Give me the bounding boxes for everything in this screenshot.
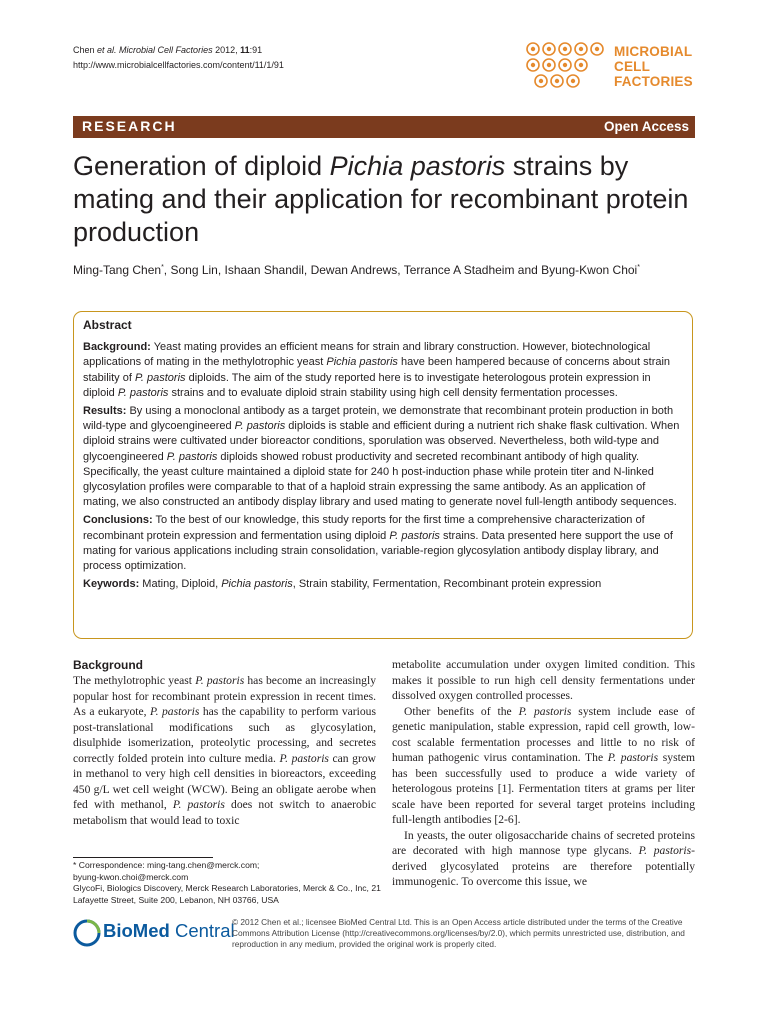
abstract-keywords	[83, 577, 681, 592]
abstract-background-label: Background:	[83, 341, 151, 354]
body-text: system include ease of genetic manipulation, stable expression, rapid cell growth, low-cost scalable fermentation processes and little to no risk of human pathogenic virus contamination. The	[392, 704, 696, 764]
correspondence-email[interactable]: * Correspondence: ming-tang.chen@merck.com;	[73, 860, 260, 870]
publisher-name-rest: Central	[169, 920, 235, 941]
biomed-central-icon	[73, 919, 101, 947]
species-name: P. pastoris	[117, 386, 169, 399]
citation-author: Chen	[73, 45, 98, 55]
biomed-central-logo	[73, 918, 235, 950]
body-paragraph	[392, 704, 695, 828]
abstract-text: strains. Data presented here support the use of mating for various applications including strain consolidation, variable-region glycosylation antibody display library, and process optimization.	[83, 529, 673, 573]
article-type: RESEARCH	[82, 118, 177, 134]
journal-logo-icon	[524, 40, 612, 96]
abstract-heading: Abstract	[83, 318, 132, 332]
corresponding-mark: *	[161, 264, 164, 271]
citation-year: 2012,	[212, 45, 241, 55]
body-text: can grow in methanol to very high cell densities in bioreactors, exceeding 450 g/L wet cell weight (WCW). Being an obligate aerobe when fed with methanol,	[73, 751, 376, 811]
abstract-text: diploids is stable and efficient during a nutrient rich shake flask cultivation. When diploid strains were cultivated under bioreactor conditions, sporulation was observed. Nevertheless, both wild-type and glycoengineered	[83, 420, 680, 463]
citation-journal: et al. Microbial Cell Factories	[97, 45, 213, 55]
body-text: has become an increasingly popular host for recombinant protein expression in recent times. As a eukaryote,	[73, 674, 376, 718]
abstract-content	[83, 318, 681, 595]
body-text: has the capability to perform various post-translational modifications such as glycosylation, disulphide isomerization, proteolytic processing, and secretes correctly folded protein into culture media.	[73, 705, 376, 765]
species-name: P. pastoris	[134, 371, 186, 384]
affiliation: GlycoFi, Biologics Discovery, Merck Research Laboratories, Merck & Co., Inc, 21 Lafayette Street, Suite 200, Lebanon, NH 03766, USA	[73, 883, 381, 905]
author-first[interactable]: Ming-Tang Chen	[73, 263, 162, 277]
species-name: P. pastoris	[518, 704, 572, 718]
citation-line	[73, 43, 284, 58]
article-title	[73, 150, 695, 249]
body-text: -derived glycosylated proteins are therefore potentially immunogenic. To overcome this issue, we	[392, 844, 695, 888]
body-paragraph	[392, 828, 695, 890]
species-name: P. pastoris	[195, 674, 245, 687]
license-text: © 2012 Chen et al.; licensee BioMed Central Ltd. This is an Open Access article distributed under the terms of the Creative Commons Attribution License (http://creativecommons.org/licenses/by/2.0), which permits unrestricted use, distribution, and reproduction in any medium, provided the original work is properly cited.	[232, 917, 685, 949]
author-list	[73, 263, 695, 277]
abstract-conclusions-label: Conclusions:	[83, 514, 153, 527]
species-name: P. pastoris	[638, 844, 692, 857]
publisher-name-bold: BioMed	[103, 920, 170, 941]
abstract-text: have been hampered because of concerns about strain stability of	[83, 356, 671, 384]
keywords-label: Keywords:	[83, 578, 140, 591]
title-part1: Generation of diploid	[73, 151, 330, 181]
section-banner	[73, 116, 695, 138]
journal-name	[614, 44, 704, 89]
section-heading-background: Background	[73, 658, 144, 672]
species-name: Pichia pastoris	[221, 578, 293, 591]
abstract-text: diploids showed robust productivity and secreted recombinant antibody of high quality. Specifically, the yeast culture maintained a diploid state for 240 h post-induction phase while protein titer and N-linked glycosylation profiles were comparable to that of a haploid strain expressing the same antibody. As an application of mating, we also constructed an antibody display library and used mating to generate novel full-length antibody sequences.	[83, 450, 677, 509]
abstract-text: strains and to evaluate diploid strain stability using high cell density fermentation processes.	[168, 386, 618, 399]
abstract-conclusions	[83, 513, 681, 574]
species-name: P. pastoris	[150, 705, 200, 718]
corresponding-mark: *	[637, 264, 640, 271]
abstract-results	[83, 404, 681, 510]
species-name: P. pastoris	[234, 420, 286, 433]
journal-name-line2: FACTORIES	[614, 74, 693, 89]
body-text: Other benefits of the	[404, 704, 519, 718]
body-text: does not switch to anaerobic metabolism that would lead to toxic	[73, 798, 376, 827]
journal-name-line1: MICROBIAL CELL	[614, 44, 693, 74]
abstract-box	[73, 311, 693, 639]
footnote-divider	[73, 857, 213, 858]
article-url[interactable]: http://www.microbialcellfactories.com/content/11/1/91	[73, 60, 284, 70]
title-species: Pichia pastoris	[329, 151, 506, 181]
body-paragraph: metabolite accumulation under oxygen limited condition. This makes it possible to run high cell density fermentations under dissolved oxygen controlled processes.	[392, 658, 695, 702]
species-name: P. pastoris	[166, 450, 218, 463]
publisher-name	[103, 920, 235, 942]
species-name: P. pastoris	[279, 751, 329, 765]
abstract-text: diploids. The aim of the study reported here is to investigate heterologous protein expression in diploid	[83, 371, 651, 399]
keywords-text: , Strain stability, Fermentation, Recombinant protein expression	[292, 578, 602, 591]
correspondence-footnote	[73, 860, 383, 906]
title-part2: strains by mating and their application for recombinant protein production	[73, 151, 689, 247]
abstract-text: Yeast mating provides an efficient means for strain and library construction. However, biotechnological applications of mating in the methylotrophic yeast	[83, 341, 651, 369]
species-name: P. pastoris	[172, 798, 225, 811]
abstract-text: By using a monoclonal antibody as a target protein, we demonstrate that recombinant protein production in both wild-type and glycoengineered	[83, 405, 674, 433]
correspondence-email[interactable]: byung-kwon.choi@merck.com	[73, 871, 189, 882]
journal-logo	[524, 40, 704, 96]
body-column-right	[392, 657, 695, 890]
body-text: In yeasts, the outer oligosaccharide chains of secreted proteins are decorated with high mannose type glycans.	[392, 828, 695, 857]
species-name: P. pastoris	[607, 751, 659, 764]
body-text: The methylotrophic yeast	[73, 674, 196, 687]
open-access-label: Open Access	[603, 119, 689, 134]
species-name: Pichia pastoris	[326, 356, 398, 369]
abstract-background	[83, 340, 681, 401]
author-rest: , Song Lin, Ishaan Shandil, Dewan Andrews, Terrance A Stadheim and Byung-Kwon Choi	[163, 263, 638, 277]
body-text: system has been successfully used to produce a wide variety of heterologous proteins [1]. Fermentation titers at grams per liter scale have been reported for several target proteins including full-length antibodies [2-6].	[392, 751, 695, 826]
abstract-results-label: Results:	[83, 405, 127, 418]
abstract-text: To the best of our knowledge, this study reports for the first time a comprehensive characterization of recombinant protein expression and fermentation using diploid	[83, 514, 645, 542]
citation-article: :91	[249, 45, 263, 55]
citation-volume: 11	[240, 45, 250, 55]
citation	[73, 43, 284, 73]
keywords-text: Mating, Diploid,	[139, 578, 222, 591]
body-paragraph	[73, 673, 376, 828]
body-column-left	[73, 657, 376, 828]
species-name: P. pastoris	[389, 529, 440, 542]
